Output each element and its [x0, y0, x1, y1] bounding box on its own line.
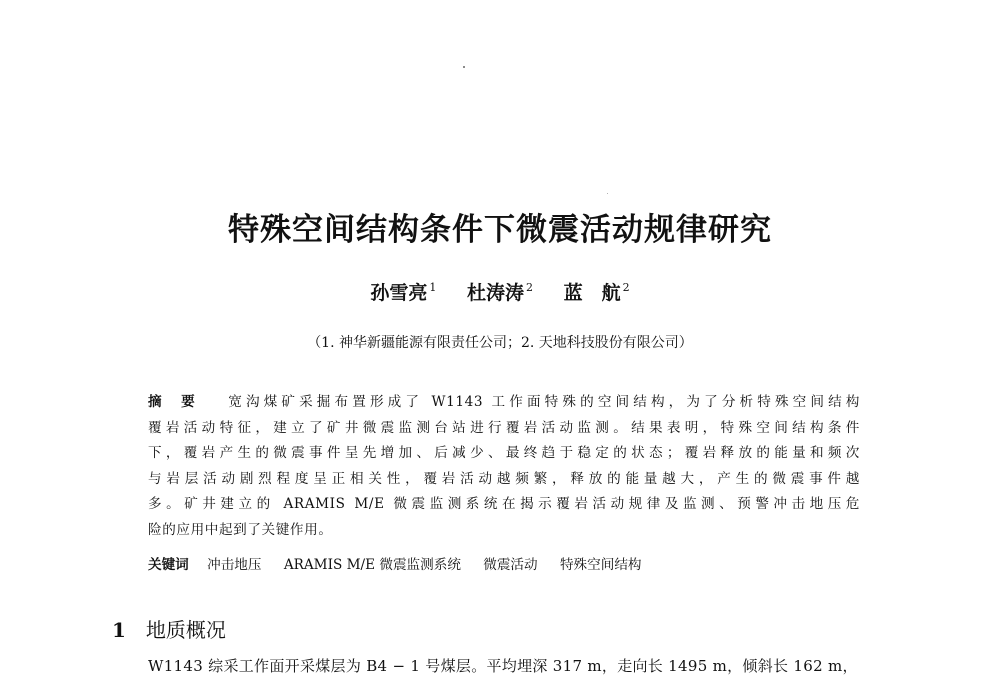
abstract-line: 下，覆岩产生的微震事件呈先增加、后减少、最终趋于稳定的状态；覆岩释放的能量和频次: [148, 445, 860, 461]
abstract-line: 覆岩活动特征，建立了矿井微震监测台站进行覆岩活动监测。结果表明，特殊空间结构条件: [148, 419, 860, 436]
author: [467, 278, 533, 305]
body-paragraph-line: W1143 综采工作面开采煤层为 B4 − 1 号煤层。平均埋深 317 m，走向长 1495 m，倾斜长 162 m，: [148, 657, 858, 675]
author-affiliation-mark: 2: [622, 281, 630, 294]
abstract: [148, 390, 860, 543]
author-name: 蓝 航: [563, 282, 621, 304]
scan-speck: [607, 193, 608, 194]
section-number: 1: [112, 618, 126, 642]
keyword: ARAMIS M/E 微震监测系统: [283, 557, 461, 573]
author: [564, 278, 630, 305]
abstract-line: [148, 390, 860, 416]
abstract-line: 险的应用中起到了关键作用。: [148, 521, 333, 538]
author-name: 杜涛涛: [466, 282, 524, 304]
author-affiliation-mark: 2: [526, 281, 533, 294]
author-list: [0, 278, 1000, 305]
paper-title: 特殊空间结构条件下微震活动规律研究: [228, 212, 772, 248]
keyword: 冲击地压: [207, 557, 262, 573]
abstract-line: 多。矿井建立的 ARAMIS M/E 微震监测系统在揭示覆岩活动规律及监测、预警冲击地压危: [148, 496, 860, 512]
keywords-label: 关键词: [148, 557, 189, 573]
keyword: 微震活动: [483, 557, 538, 573]
author-affiliation-mark: 1: [429, 281, 437, 294]
section-heading: [112, 614, 226, 643]
affiliation: （1. 神华新疆能源有限责任公司；2. 天地科技股份有限公司）: [307, 335, 693, 351]
abstract-text: 宽沟煤矿采掘布置形成了 W1143 工作面特殊的空间结构，为了分析特殊空间结构: [228, 394, 861, 410]
keyword: 特殊空间结构: [559, 557, 642, 573]
keywords: [148, 553, 660, 573]
author: [370, 278, 436, 305]
author-name: 孙雪亮: [370, 282, 428, 304]
abstract-label: 摘要: [148, 394, 215, 410]
section-title: 地质概况: [145, 618, 226, 642]
abstract-line: 与岩层活动剧烈程度呈正相关性，覆岩活动越频繁，释放的能量越大，产生的微震事件越: [148, 470, 860, 487]
scan-speck: [463, 66, 465, 68]
